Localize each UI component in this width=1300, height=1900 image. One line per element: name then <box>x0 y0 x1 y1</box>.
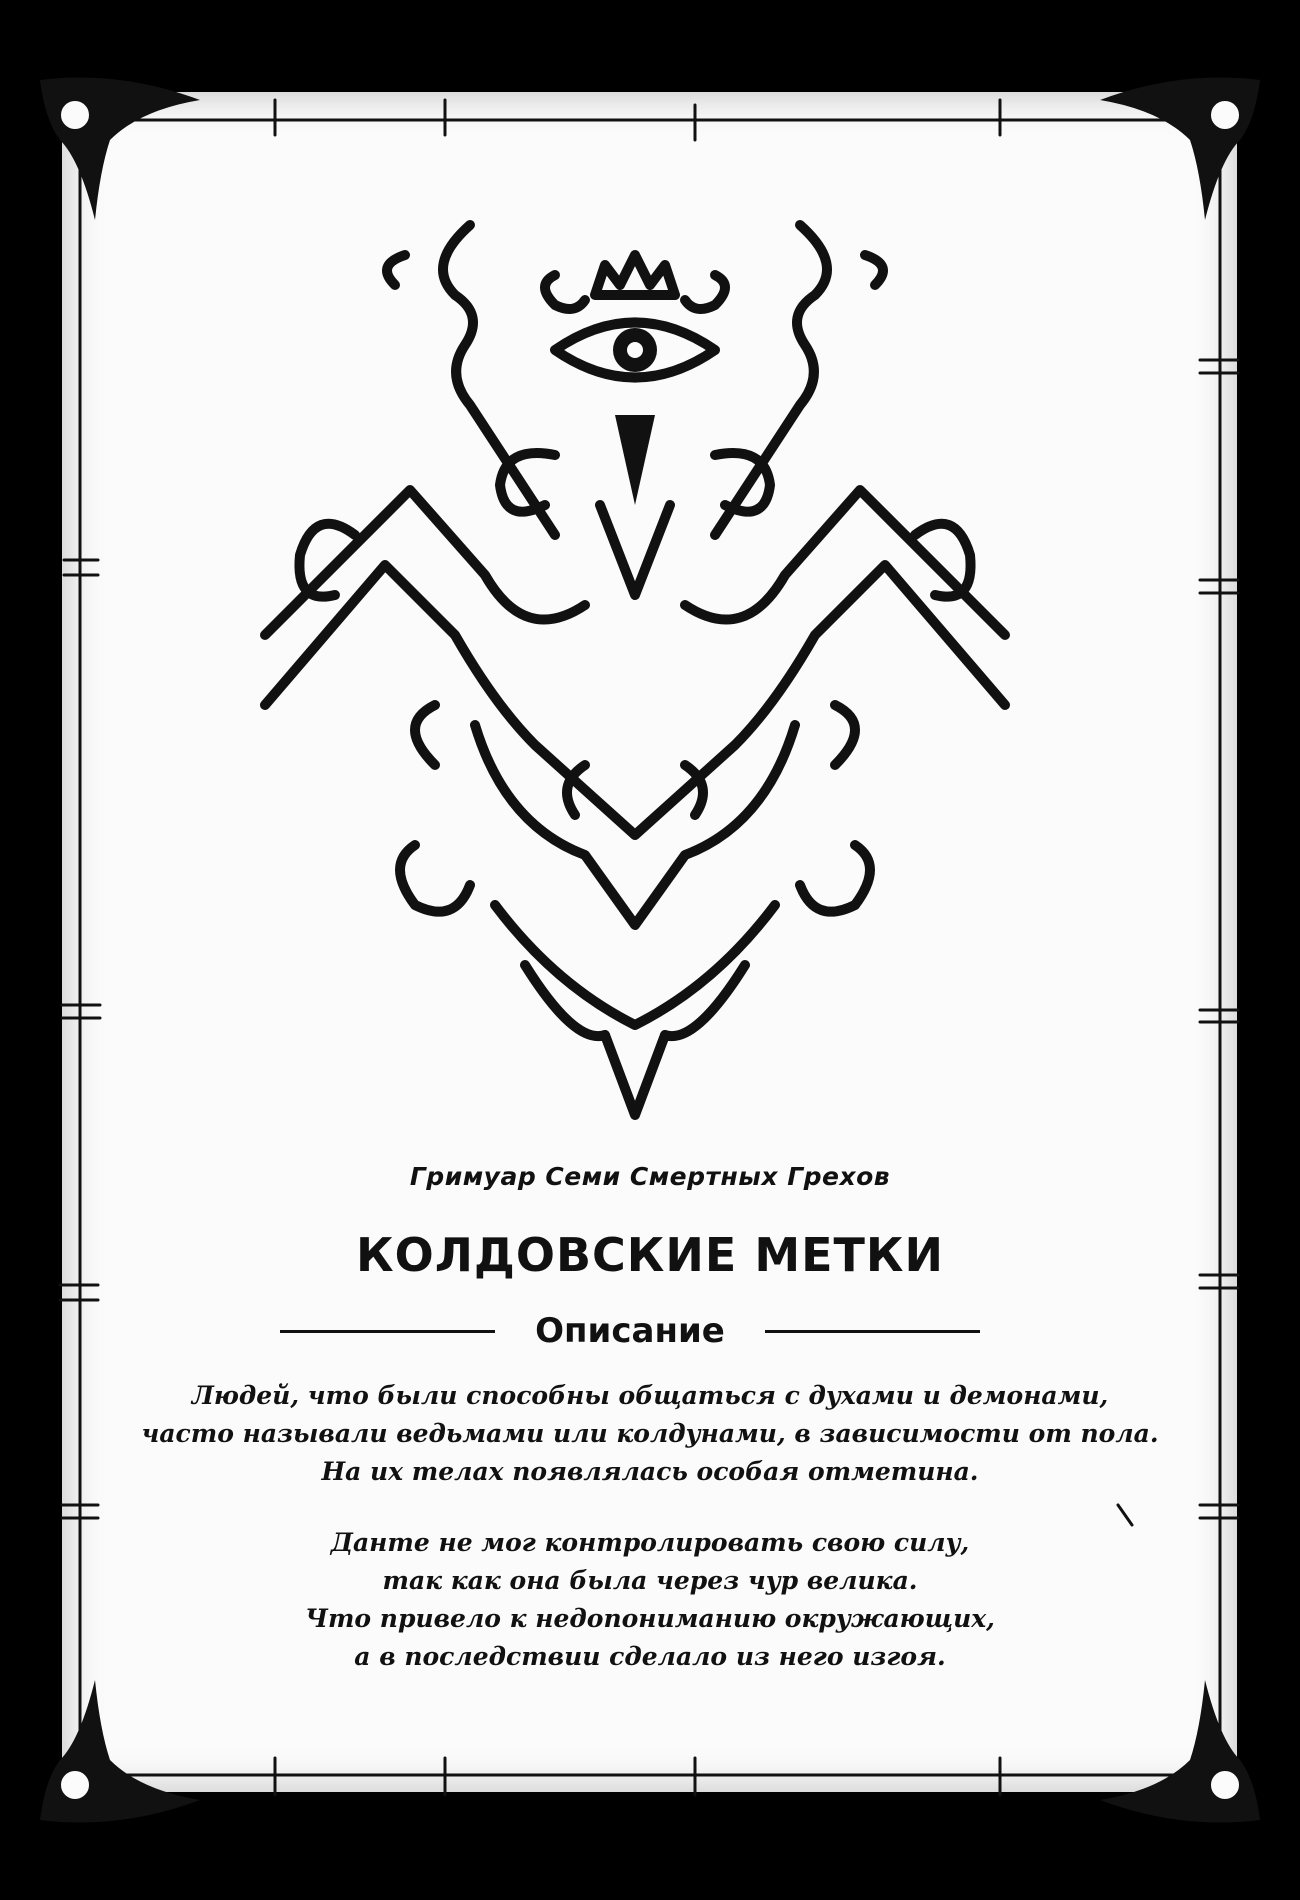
section-title: Описание <box>535 1311 725 1351</box>
paragraph-line: а в последствии сделало из него изгоя. <box>354 1642 946 1671</box>
paragraph-line: На их телах появлялась особая отметина. <box>321 1457 979 1486</box>
paragraph-line: Данте не мог контролировать свою силу, <box>330 1528 970 1557</box>
section-header <box>280 1306 980 1356</box>
page-title: КОЛДОВСКИЕ МЕТКИ <box>355 1228 944 1282</box>
description-paragraph-1 <box>100 1377 1200 1491</box>
paragraph-line: так как она была через чур велика. <box>382 1566 918 1595</box>
description-paragraph-2 <box>100 1524 1200 1676</box>
left-divider <box>280 1330 495 1333</box>
grimoire-subtitle: Гримуар Семи Смертных Грехов <box>409 1162 891 1191</box>
right-divider <box>765 1330 980 1333</box>
witch-mark-emblem-icon <box>255 205 1015 1135</box>
paragraph-line: Людей, что были способны общаться с духами и демонами, <box>191 1381 1109 1410</box>
paragraph-line: Что привело к недопониманию окружающих, <box>305 1604 995 1633</box>
paragraph-line: часто называли ведьмами или колдунами, в зависимости от пола. <box>141 1419 1159 1448</box>
